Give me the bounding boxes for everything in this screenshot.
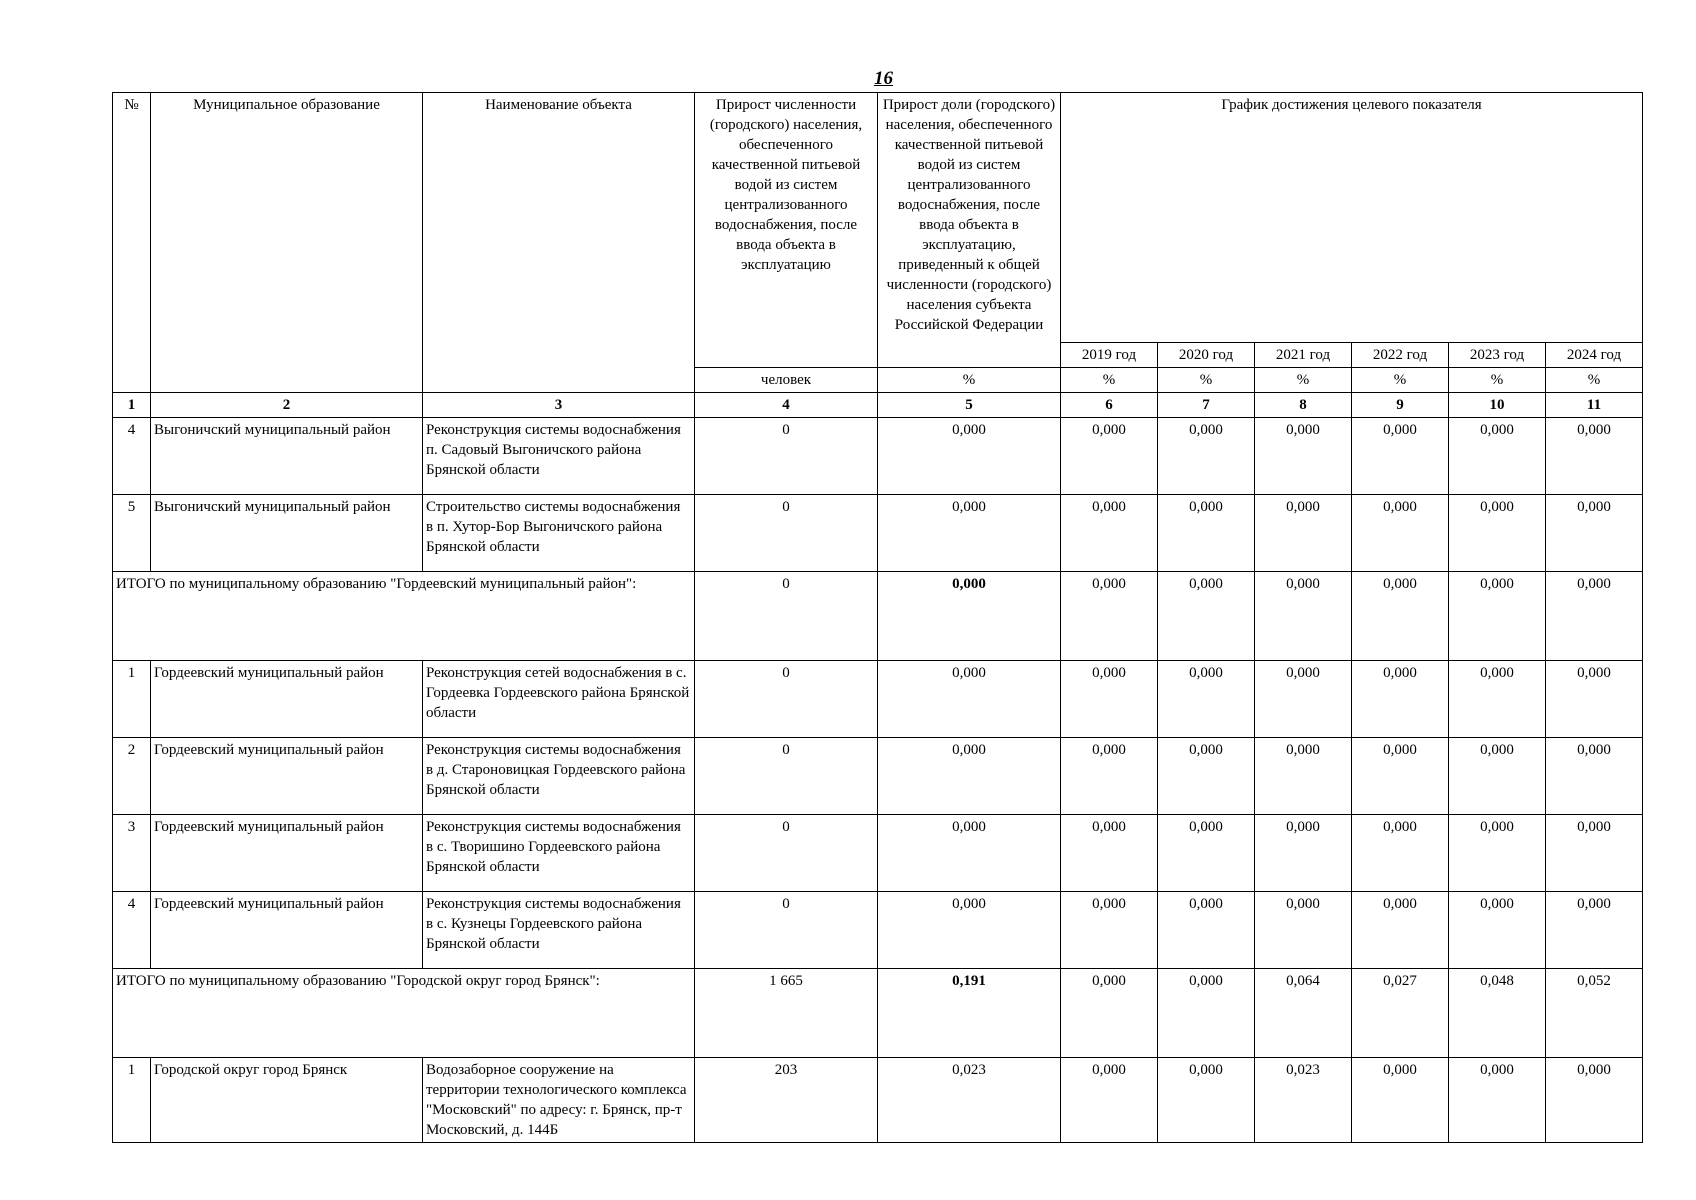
- header-year: 2020 год: [1158, 343, 1255, 368]
- share-cell: 0,000: [878, 572, 1061, 661]
- year-value-cell: 0,000: [1061, 892, 1158, 969]
- year-value-cell: 0,000: [1061, 572, 1158, 661]
- share-cell: 0,000: [878, 495, 1061, 572]
- header-year: 2024 год: [1546, 343, 1643, 368]
- year-value-cell: 0,000: [1546, 1058, 1643, 1143]
- column-number: 9: [1352, 393, 1449, 418]
- object-cell: Строительство системы водоснабжения в п. Хутор-Бор Выгоничского района Брянской области: [423, 495, 695, 572]
- row-number: 3: [113, 815, 151, 892]
- share-cell: 0,000: [878, 738, 1061, 815]
- column-number: 6: [1061, 393, 1158, 418]
- share-cell: 0,000: [878, 661, 1061, 738]
- year-value-cell: 0,000: [1449, 815, 1546, 892]
- year-value-cell: 0,000: [1546, 572, 1643, 661]
- municipality-cell: Выгоничский муниципальный район: [151, 495, 423, 572]
- year-value-cell: 0,000: [1061, 969, 1158, 1058]
- column-number: 7: [1158, 393, 1255, 418]
- share-cell: 0,023: [878, 1058, 1061, 1143]
- year-value-cell: 0,000: [1061, 661, 1158, 738]
- year-value-cell: 0,000: [1061, 418, 1158, 495]
- total-label: ИТОГО по муниципальному образованию "Гордеевский муниципальный район":: [113, 572, 695, 661]
- year-value-cell: 0,000: [1449, 418, 1546, 495]
- column-number: 5: [878, 393, 1061, 418]
- year-value-cell: 0,000: [1352, 418, 1449, 495]
- object-cell: Реконструкция системы водоснабжения в с. Творишино Гордеевского района Брянской области: [423, 815, 695, 892]
- header-schedule: График достижения целевого показателя: [1061, 93, 1643, 343]
- object-cell: Водозаборное сооружение на территории технологического комплекса "Московский" по адресу: г. Брянск, пр-т Московский, д. 144Б: [423, 1058, 695, 1143]
- people-cell: 0: [695, 495, 878, 572]
- unit-percent: %: [1546, 368, 1643, 393]
- people-cell: 0: [695, 661, 878, 738]
- municipality-cell: Гордеевский муниципальный район: [151, 738, 423, 815]
- people-cell: 0: [695, 815, 878, 892]
- year-value-cell: 0,027: [1352, 969, 1449, 1058]
- share-cell: 0,000: [878, 418, 1061, 495]
- header-year: 2021 год: [1255, 343, 1352, 368]
- people-cell: 1 665: [695, 969, 878, 1058]
- table-row: [113, 495, 1643, 572]
- target-indicator-table: [112, 92, 1643, 1143]
- year-value-cell: 0,000: [1255, 495, 1352, 572]
- share-cell: 0,000: [878, 892, 1061, 969]
- year-value-cell: 0,000: [1255, 572, 1352, 661]
- table-row: [113, 1058, 1643, 1143]
- year-value-cell: 0,000: [1158, 572, 1255, 661]
- row-number: 1: [113, 661, 151, 738]
- year-value-cell: 0,000: [1061, 1058, 1158, 1143]
- column-number: 1: [113, 393, 151, 418]
- year-value-cell: 0,000: [1352, 661, 1449, 738]
- year-value-cell: 0,000: [1352, 892, 1449, 969]
- year-value-cell: 0,000: [1449, 892, 1546, 969]
- year-value-cell: 0,000: [1352, 495, 1449, 572]
- year-value-cell: 0,000: [1158, 969, 1255, 1058]
- unit-percent: %: [1158, 368, 1255, 393]
- year-value-cell: 0,000: [1158, 418, 1255, 495]
- column-number: 11: [1546, 393, 1643, 418]
- year-value-cell: 0,000: [1352, 572, 1449, 661]
- object-cell: Реконструкция системы водоснабжения в с. Кузнецы Гордеевского района Брянской области: [423, 892, 695, 969]
- table-row: [113, 738, 1643, 815]
- unit-percent: %: [878, 368, 1061, 393]
- year-value-cell: 0,000: [1255, 892, 1352, 969]
- header-no: №: [113, 93, 151, 393]
- year-value-cell: 0,000: [1158, 815, 1255, 892]
- year-value-cell: 0,052: [1546, 969, 1643, 1058]
- header-year: 2022 год: [1352, 343, 1449, 368]
- year-value-cell: 0,000: [1352, 815, 1449, 892]
- table-body: [113, 418, 1643, 1143]
- year-value-cell: 0,000: [1449, 1058, 1546, 1143]
- total-row: [113, 572, 1643, 661]
- row-number: 4: [113, 418, 151, 495]
- share-cell: 0,000: [878, 815, 1061, 892]
- year-value-cell: 0,023: [1255, 1058, 1352, 1143]
- total-label: ИТОГО по муниципальному образованию "Городской округ город Брянск":: [113, 969, 695, 1058]
- year-value-cell: 0,000: [1449, 661, 1546, 738]
- municipality-cell: Городской округ город Брянск: [151, 1058, 423, 1143]
- unit-percent: %: [1255, 368, 1352, 393]
- year-value-cell: 0,000: [1449, 738, 1546, 815]
- year-value-cell: 0,000: [1255, 418, 1352, 495]
- year-value-cell: 0,000: [1255, 815, 1352, 892]
- year-value-cell: 0,000: [1255, 738, 1352, 815]
- municipality-cell: Выгоничский муниципальный район: [151, 418, 423, 495]
- unit-people: человек: [695, 368, 878, 393]
- year-value-cell: 0,000: [1449, 572, 1546, 661]
- header-municipality: Муниципальное образование: [151, 93, 423, 393]
- header-share-increase: Прирост доли (городского) населения, обеспеченного качественной питьевой водой из систем централизованного водоснабжения, после ввода объекта в эксплуатацию, приведенный к общей численности (городского) населения субъекта Российской Федерации: [878, 93, 1061, 368]
- year-value-cell: 0,000: [1255, 661, 1352, 738]
- row-number: 2: [113, 738, 151, 815]
- column-number: 3: [423, 393, 695, 418]
- column-number: 4: [695, 393, 878, 418]
- year-value-cell: 0,000: [1158, 738, 1255, 815]
- header-pop-increase: Прирост численности (городского) населения, обеспеченного качественной питьевой водой из систем централизованного водоснабжения, после ввода объекта в эксплуатацию: [695, 93, 878, 368]
- header-year: 2023 год: [1449, 343, 1546, 368]
- year-value-cell: 0,000: [1546, 738, 1643, 815]
- object-cell: Реконструкция системы водоснабжения в д. Староновицкая Гордеевского района Брянской области: [423, 738, 695, 815]
- year-value-cell: 0,000: [1061, 738, 1158, 815]
- row-number: 1: [113, 1058, 151, 1143]
- unit-percent: %: [1449, 368, 1546, 393]
- header-object: Наименование объекта: [423, 93, 695, 393]
- year-value-cell: 0,000: [1352, 738, 1449, 815]
- share-cell: 0,191: [878, 969, 1061, 1058]
- column-number: 10: [1449, 393, 1546, 418]
- people-cell: 0: [695, 572, 878, 661]
- municipality-cell: Гордеевский муниципальный район: [151, 815, 423, 892]
- header-year: 2019 год: [1061, 343, 1158, 368]
- table-row: [113, 815, 1643, 892]
- year-value-cell: 0,048: [1449, 969, 1546, 1058]
- municipality-cell: Гордеевский муниципальный район: [151, 661, 423, 738]
- year-value-cell: 0,000: [1352, 1058, 1449, 1143]
- object-cell: Реконструкция сетей водоснабжения в с. Гордеевка Гордеевского района Брянской области: [423, 661, 695, 738]
- table-row: [113, 418, 1643, 495]
- year-value-cell: 0,000: [1061, 495, 1158, 572]
- unit-percent: %: [1352, 368, 1449, 393]
- header-row-numbers: [113, 393, 1643, 418]
- unit-percent: %: [1061, 368, 1158, 393]
- year-value-cell: 0,000: [1546, 815, 1643, 892]
- people-cell: 203: [695, 1058, 878, 1143]
- year-value-cell: 0,000: [1546, 661, 1643, 738]
- people-cell: 0: [695, 892, 878, 969]
- row-number: 5: [113, 495, 151, 572]
- people-cell: 0: [695, 738, 878, 815]
- year-value-cell: 0,000: [1546, 495, 1643, 572]
- header-row-main: [113, 93, 1643, 343]
- year-value-cell: 0,000: [1158, 661, 1255, 738]
- year-value-cell: 0,000: [1158, 495, 1255, 572]
- table-row: [113, 892, 1643, 969]
- row-number: 4: [113, 892, 151, 969]
- page-number: 16: [874, 68, 893, 89]
- year-value-cell: 0,000: [1546, 892, 1643, 969]
- year-value-cell: 0,000: [1061, 815, 1158, 892]
- column-number: 8: [1255, 393, 1352, 418]
- object-cell: Реконструкция системы водоснабжения п. Садовый Выгоничского района Брянской области: [423, 418, 695, 495]
- year-value-cell: 0,000: [1546, 418, 1643, 495]
- municipality-cell: Гордеевский муниципальный район: [151, 892, 423, 969]
- year-value-cell: 0,000: [1449, 495, 1546, 572]
- column-number: 2: [151, 393, 423, 418]
- total-row: [113, 969, 1643, 1058]
- year-value-cell: 0,000: [1158, 1058, 1255, 1143]
- people-cell: 0: [695, 418, 878, 495]
- year-value-cell: 0,000: [1158, 892, 1255, 969]
- year-value-cell: 0,064: [1255, 969, 1352, 1058]
- table-row: [113, 661, 1643, 738]
